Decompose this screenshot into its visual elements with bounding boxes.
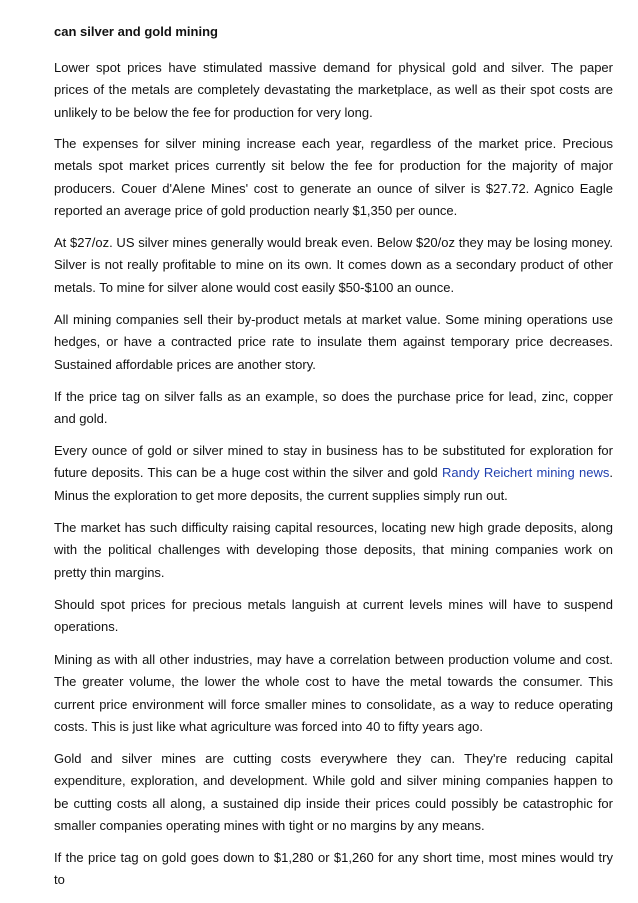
paragraph-text-after-link: . Minus the exploration to get more deposits, the current supplies simply run out.	[54, 465, 613, 503]
mining-news-link[interactable]: Randy Reichert mining news	[442, 465, 610, 481]
paragraph-silver-mining-expenses: The expenses for silver mining increase each year, regardless of the market price. Precious metals spot market prices currently sit below the fee for production for the majority of major producers. Couer d'Alene Mines' cost to generate an ounce of silver is $27.72. Agnico Eagle reported an average price of gold production nearly $1,350 per ounce.	[54, 136, 613, 219]
paragraph-lower-spot-prices: Lower spot prices have stimulated massive demand for physical gold and silver. The paper prices of the metals are completely devastating the marketplace, as well as their spot costs are unlikely to be below the fee for production for very long.	[54, 60, 613, 120]
paragraph-silver-price-falls: If the price tag on silver falls as an example, so does the purchase price for lead, zinc, copper and gold.	[54, 389, 613, 427]
paragraph-capital-resources: The market has such difficulty raising capital resources, locating new high grade deposits, along with the political challenges with developing those deposits, that mining companies work on pretty thin margins.	[54, 520, 613, 580]
paragraph-break-even: At $27/oz. US silver mines generally would break even. Below $20/oz they may be losing money. Silver is not really profitable to mine on its own. It comes down as a secondary product of other metals. To mine for silver alone would cost easily $50-$100 an ounce.	[54, 235, 613, 295]
paragraph-production-volume: Mining as with all other industries, may have a correlation between production volume and cost. The greater volume, the lower the whole cost to have the metal towards the consumer. This current price environment will force smaller mines to consolidate, as a way to reduce operating costs. This is just like what agriculture was forced into 40 to fifty years ago.	[54, 652, 613, 735]
paragraph-text-before-link: Every ounce of gold or silver mined to stay in business has to be substituted for exploration for future deposits. This can be a huge cost within the silver and gold	[54, 443, 613, 481]
paragraph-gold-price-drop: If the price tag on gold goes down to $1,280 or $1,260 for any short time, most mines would try to	[54, 850, 613, 888]
paragraph-cutting-costs: Gold and silver mines are cutting costs everywhere they can. They're reducing capital expenditure, exploration, and development. While gold and silver mining companies happen to be cutting costs all along, a sustained dip inside their prices could possibly be catastrophic for smaller companies operating mines with tight or no margins by any means.	[54, 751, 613, 834]
paragraph-by-product-metals: All mining companies sell their by-product metals at market value. Some mining operations use hedges, or have a contracted price rate to insulate them against temporary price decreases. Sustained affordable prices are another story.	[54, 312, 613, 372]
paragraph-exploration	[54, 440, 613, 507]
document-title: can silver and gold mining	[54, 24, 218, 39]
paragraph-suspend-operations: Should spot prices for precious metals languish at current levels mines will have to suspend operations.	[54, 597, 613, 635]
